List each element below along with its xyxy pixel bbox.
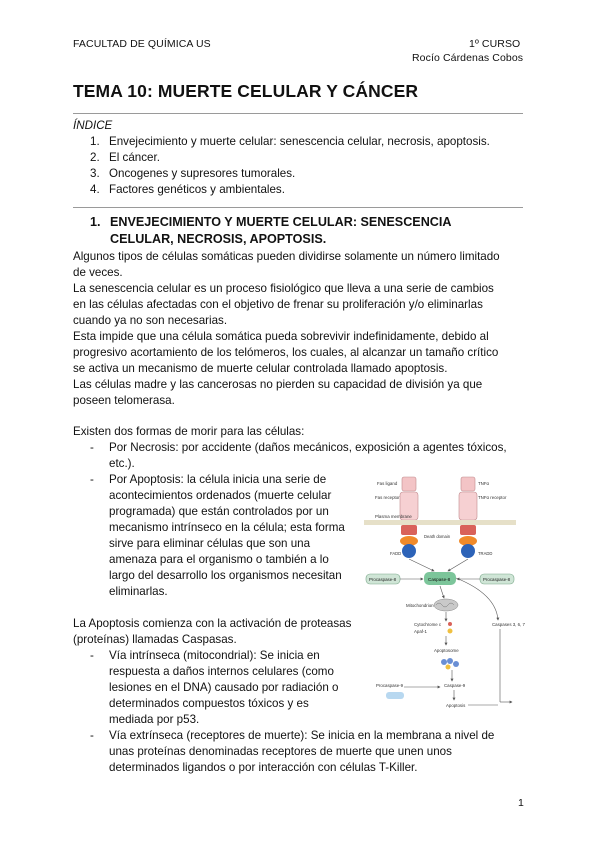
- apoptosis-line: eliminarlas.: [109, 585, 168, 598]
- mitochondrion-label: Mitochondrion: [406, 603, 434, 608]
- index-divider: [73, 207, 523, 208]
- paragraph-line: Las células madre y las cancerosas no pierden su capacidad de división ya que: [73, 378, 483, 391]
- paragraph-line: se activa un mecanismo de muerte celular controlada llamado apoptosis.: [73, 362, 448, 375]
- intrinsic-line: determinados compuestos tóxicos y es: [109, 697, 309, 710]
- list-dash: -: [90, 729, 94, 742]
- fas-receptor-label: Fas receptor: [375, 495, 400, 500]
- title-divider: [73, 113, 523, 114]
- fas-intracellular-shape: [401, 525, 417, 535]
- paragraph-line: La Apoptosis comienza con la activación de proteasas: [73, 617, 352, 630]
- apoptosis-line: amenaza para el organismo o también a lo: [109, 553, 329, 566]
- tradd-shape: [461, 544, 475, 558]
- paragraph-line: Existen dos formas de morir para las células:: [73, 425, 305, 438]
- page-number: 1: [518, 797, 524, 809]
- intrinsic-line: mediada por p53.: [109, 713, 200, 726]
- procaspase8-left-label: Procaspase-8: [369, 577, 397, 582]
- paragraph-line: Algunos tipos de células somáticas pueden dividirse solamente un número limitado: [73, 250, 500, 263]
- plasma-membrane-shape: [364, 520, 516, 525]
- fas-ligand-label: Fas ligand: [377, 481, 398, 486]
- necrosis-line: Por Necrosis: por accidente (daños mecánicos, exposición a agentes tóxicos,: [109, 441, 507, 454]
- list-dash: -: [90, 441, 94, 454]
- necrosis-line: etc.).: [109, 457, 135, 470]
- fadd-shape: [402, 544, 416, 558]
- extrinsic-line: unas proteínas denominadas receptores de muerte que unen unos: [109, 745, 452, 758]
- apoptosis-line: mecanismo intrínseco en la célula; esta forma: [109, 521, 345, 534]
- arrow: [448, 559, 468, 571]
- caspase8-label: Caspase-8: [428, 577, 451, 582]
- extrinsic-line: Vía extrínseca (receptores de muerte): Se inicia en la membrana a nivel de: [109, 729, 495, 742]
- section-heading-line2: CELULAR, NECROSIS, APOPTOSIS.: [110, 232, 327, 246]
- plasma-membrane-label: Plasma membrane: [375, 514, 412, 519]
- fadd-label: FADD: [390, 551, 402, 556]
- section-heading-line1: ENVEJECIMIENTO Y MUERTE CELULAR: SENESCENCIA: [110, 215, 452, 229]
- paragraph-line: La senescencia celular es un proceso fisiológico que lleva a una serie de cambios: [73, 282, 494, 295]
- tnf-ligand-shape: [461, 477, 475, 491]
- apaf-label: Apaf-1: [414, 629, 427, 634]
- apoptosome-shape: [441, 658, 459, 670]
- fas-ligand-shape: [402, 477, 416, 491]
- tnf-receptor-shape: [459, 492, 477, 520]
- apoptosis-line: programada) que están controlados por un: [109, 505, 329, 518]
- death-domain-label: Death domain: [424, 534, 451, 539]
- course-header: 1º CURSO: [469, 38, 521, 50]
- cytochrome-label: Cytochrome c: [414, 622, 442, 627]
- paragraph-line: progresivo acortamiento de los telómeros, los cuales, al alcanzar un tamaño crítico: [73, 346, 499, 359]
- mitochondrion-shape: [434, 599, 458, 611]
- caspases-label: Caspases 3, 6, 7: [492, 622, 525, 627]
- procaspase8-right-label: Procaspase-8: [483, 577, 511, 582]
- apoptosis-line: acontecimientos ordenados (muerte celular: [109, 489, 332, 502]
- paragraph-line: cuando ya no son necesarias.: [73, 314, 228, 327]
- intrinsic-line: lesiones en el DNA) causado por radiación o: [109, 681, 339, 694]
- caspase9-label: Caspase-9: [444, 683, 466, 688]
- apoptosis-result-label: Apoptosis: [446, 703, 466, 708]
- procaspase9-label: Procaspase-9: [376, 683, 404, 688]
- extrinsic-line: determinados ligandos o por interacción con células T-Killer.: [109, 761, 418, 774]
- apoptosis-pathway-figure: [364, 474, 525, 712]
- intrinsic-line: respuesta a daños internos celulares (como: [109, 665, 334, 678]
- paragraph-line: en las células afectadas con el objetivo de frenar su proliferación y/o eliminarlas: [73, 298, 483, 311]
- list-dash: -: [90, 649, 94, 662]
- index-label: ÍNDICE: [73, 119, 113, 132]
- paragraph-line: de veces.: [73, 266, 123, 279]
- paragraph-line: (proteínas) llamadas Caspasas.: [73, 633, 237, 646]
- section-number: 1.: [90, 215, 101, 229]
- tnf-label: TNFα: [478, 481, 490, 486]
- faculty-header: FACULTAD DE QUÍMICA US: [73, 38, 211, 50]
- apoptosis-line: largo del desarrollo los organismos necesitan: [109, 569, 342, 582]
- tnf-receptor-label: TNFα receptor: [478, 495, 507, 500]
- apoptosome-label: Apoptosome: [434, 648, 459, 653]
- author-header: Rocío Cárdenas Cobos: [412, 52, 524, 64]
- page-title: TEMA 10: MUERTE CELULAR Y CÁNCER: [73, 81, 419, 101]
- arrow: [409, 559, 434, 571]
- apoptosis-line: sirve para eliminar células que son una: [109, 537, 311, 550]
- paragraph-line: poseen telomerasa.: [73, 394, 175, 407]
- intrinsic-line: Vía intrínseca (mitocondrial): Se inicia en: [109, 649, 320, 662]
- list-dash: -: [90, 473, 94, 486]
- apoptosis-line: Por Apoptosis: la célula inicia una serie de: [109, 473, 327, 486]
- tnf-intracellular-shape: [460, 525, 476, 535]
- tradd-label: TRADD: [478, 551, 493, 556]
- paragraph-line: Esta impide que una célula somática pueda sobrevivir indefinidamente, debido al: [73, 330, 489, 343]
